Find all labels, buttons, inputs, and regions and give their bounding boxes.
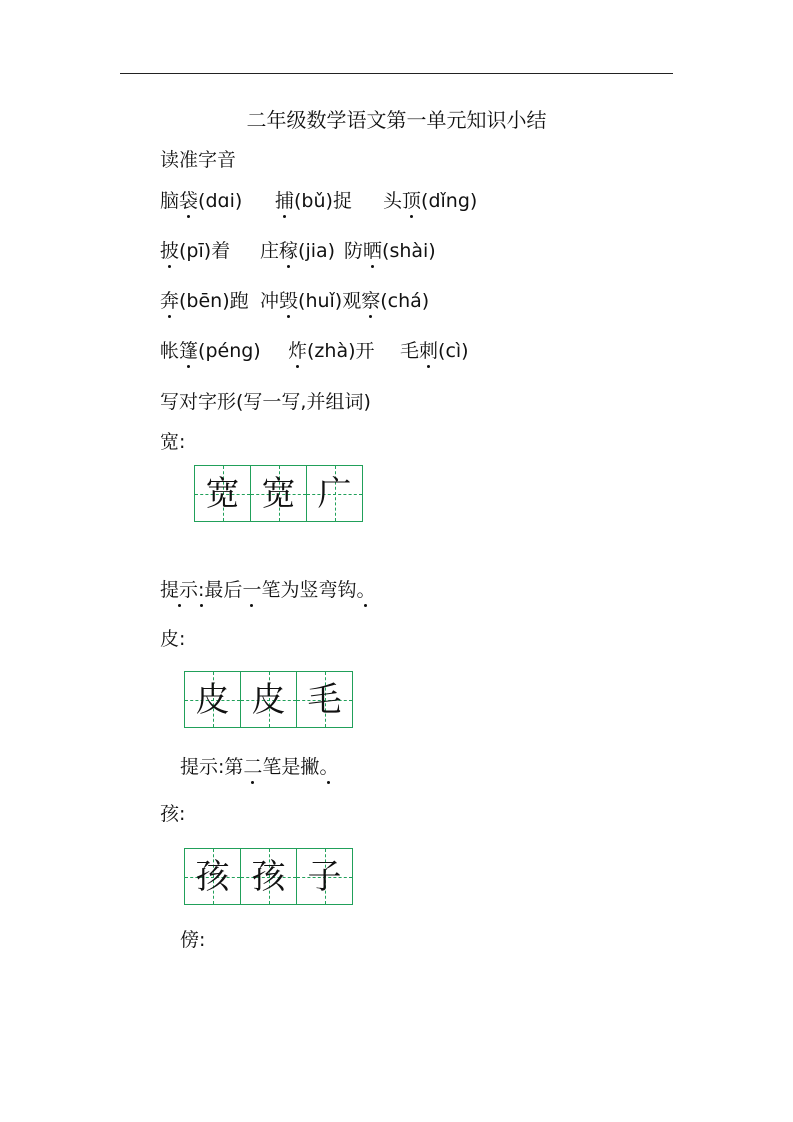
char-label: 皮: bbox=[160, 628, 186, 650]
writing-grid bbox=[194, 465, 363, 522]
pinyin-item: 脑袋(dɑi) bbox=[160, 187, 242, 215]
writing-grid bbox=[184, 671, 353, 728]
grid-cell: 皮 bbox=[241, 672, 297, 727]
pinyin-item: 捕(bǔ)捉 bbox=[275, 187, 352, 215]
grid-cell: 广 bbox=[307, 466, 362, 521]
pinyin-item: 防晒(shài) bbox=[344, 237, 436, 265]
pinyin-item: 帐篷(péng) bbox=[160, 337, 261, 365]
grid-cell: 宽 bbox=[195, 466, 251, 521]
grid-cell: 子 bbox=[297, 849, 352, 904]
hint-text: 提示:最后一笔为竖弯钩。 bbox=[160, 576, 375, 604]
char-label: 傍: bbox=[180, 929, 206, 951]
grid-cell: 宽 bbox=[251, 466, 307, 521]
section-heading-writing: 写对字形(写一写,并组词) bbox=[160, 391, 371, 413]
pinyin-item: 披(pī)着 bbox=[160, 237, 230, 265]
pinyin-item: 冲毁(huǐ)观察(chá) bbox=[260, 287, 429, 315]
grid-cell: 毛 bbox=[297, 672, 352, 727]
grid-cell: 皮 bbox=[185, 672, 241, 727]
char-label: 宽: bbox=[160, 431, 186, 453]
pinyin-item: 庄稼(jia) bbox=[260, 237, 335, 265]
header-rule bbox=[120, 73, 673, 74]
page-title: 二年级数学语文第一单元知识小结 bbox=[246, 108, 547, 132]
char-label: 孩: bbox=[160, 803, 186, 825]
hint-text: 提示:第二笔是撇。 bbox=[180, 753, 338, 781]
pinyin-item: 奔(bēn)跑 bbox=[160, 287, 249, 315]
pinyin-item: 炸(zhà)开 bbox=[288, 337, 375, 365]
grid-cell: 孩 bbox=[185, 849, 241, 904]
writing-grid bbox=[184, 848, 353, 905]
section-heading-pronunciation: 读准字音 bbox=[160, 149, 237, 171]
pinyin-item: 头顶(dǐng) bbox=[383, 187, 477, 215]
pinyin-item: 毛刺(cì) bbox=[400, 337, 469, 365]
grid-cell: 孩 bbox=[241, 849, 297, 904]
